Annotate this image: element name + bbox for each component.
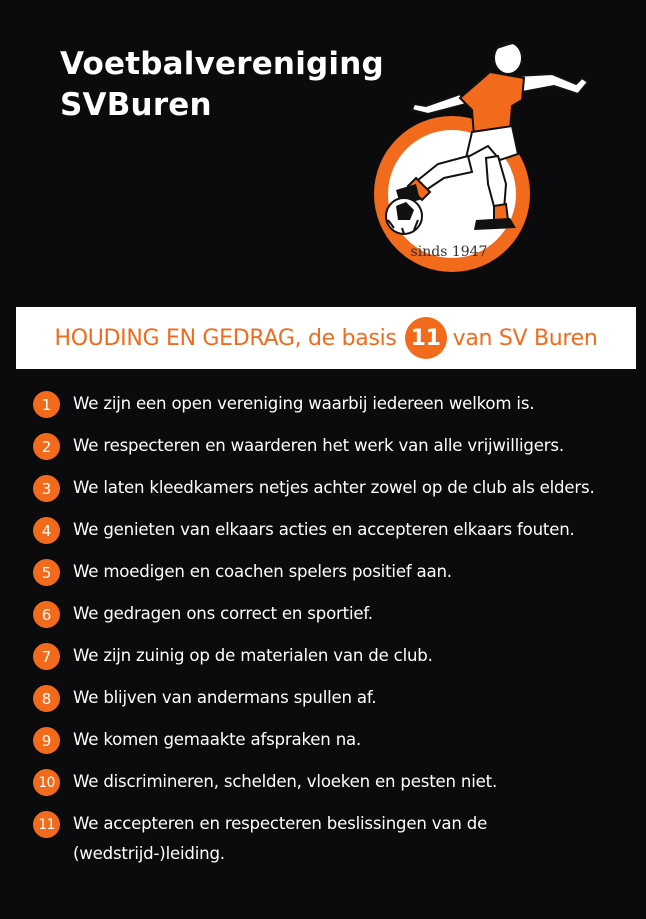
- list-item: [33, 474, 633, 503]
- list-item: [33, 768, 633, 797]
- rule-number-badge: 11: [33, 811, 60, 838]
- rule-text: We discrimineren, schelden, vloeken en pesten niet.: [73, 772, 498, 791]
- rule-text: We laten kleedkamers netjes achter zowel op de club als elders.: [73, 478, 595, 497]
- footballer-logo-icon: [356, 34, 596, 284]
- rule-text: We genieten van elkaars acties en accepteren elkaars fouten.: [73, 520, 575, 539]
- rule-text: We zijn zuinig op de materialen van de club.: [73, 646, 433, 665]
- rule-number-badge: 2: [33, 433, 60, 460]
- banner-heading: [54, 317, 597, 359]
- club-title-line2: SVBuren: [60, 87, 212, 123]
- logo-caption: sinds 1947: [410, 244, 488, 260]
- club-title: [60, 44, 390, 126]
- rule-text: We accepteren en respecteren beslissingen van de (wedstrijd-)leiding.: [73, 814, 488, 863]
- rule-text: We gedragen ons correct en sportief.: [73, 604, 373, 623]
- rule-text: We respecteren en waarderen het werk van alle vrijwilligers.: [73, 436, 564, 455]
- list-item: [33, 390, 633, 419]
- rule-text: We zijn een open vereniging waarbij iedereen welkom is.: [73, 394, 535, 413]
- list-item: [33, 432, 633, 461]
- rule-number-badge: 10: [33, 769, 60, 796]
- rule-number-badge: 7: [33, 643, 60, 670]
- list-item: [33, 516, 633, 545]
- list-item: [33, 558, 633, 587]
- banner-text-after: van SV Buren: [452, 325, 598, 351]
- list-item: [33, 810, 633, 869]
- list-item: [33, 684, 633, 713]
- rule-number-badge: 1: [33, 391, 60, 418]
- banner-text-before: HOUDING EN GEDRAG, de basis: [54, 325, 397, 351]
- club-title-line1: Voetbalvereniging: [60, 46, 384, 82]
- list-item: [33, 642, 633, 671]
- rules-banner: [16, 307, 636, 369]
- rule-number-badge: 9: [33, 727, 60, 754]
- rule-number-badge: 6: [33, 601, 60, 628]
- rules-list: [33, 390, 633, 882]
- rule-text: We blijven van andermans spullen af.: [73, 688, 377, 707]
- rule-text: We komen gemaakte afspraken na.: [73, 730, 362, 749]
- banner-badge: 11: [405, 317, 447, 359]
- rule-number-badge: 4: [33, 517, 60, 544]
- list-item: [33, 726, 633, 755]
- rule-number-badge: 3: [33, 475, 60, 502]
- rule-number-badge: 8: [33, 685, 60, 712]
- rule-number-badge: 5: [33, 559, 60, 586]
- rule-text: We moedigen en coachen spelers positief aan.: [73, 562, 452, 581]
- list-item: [33, 600, 633, 629]
